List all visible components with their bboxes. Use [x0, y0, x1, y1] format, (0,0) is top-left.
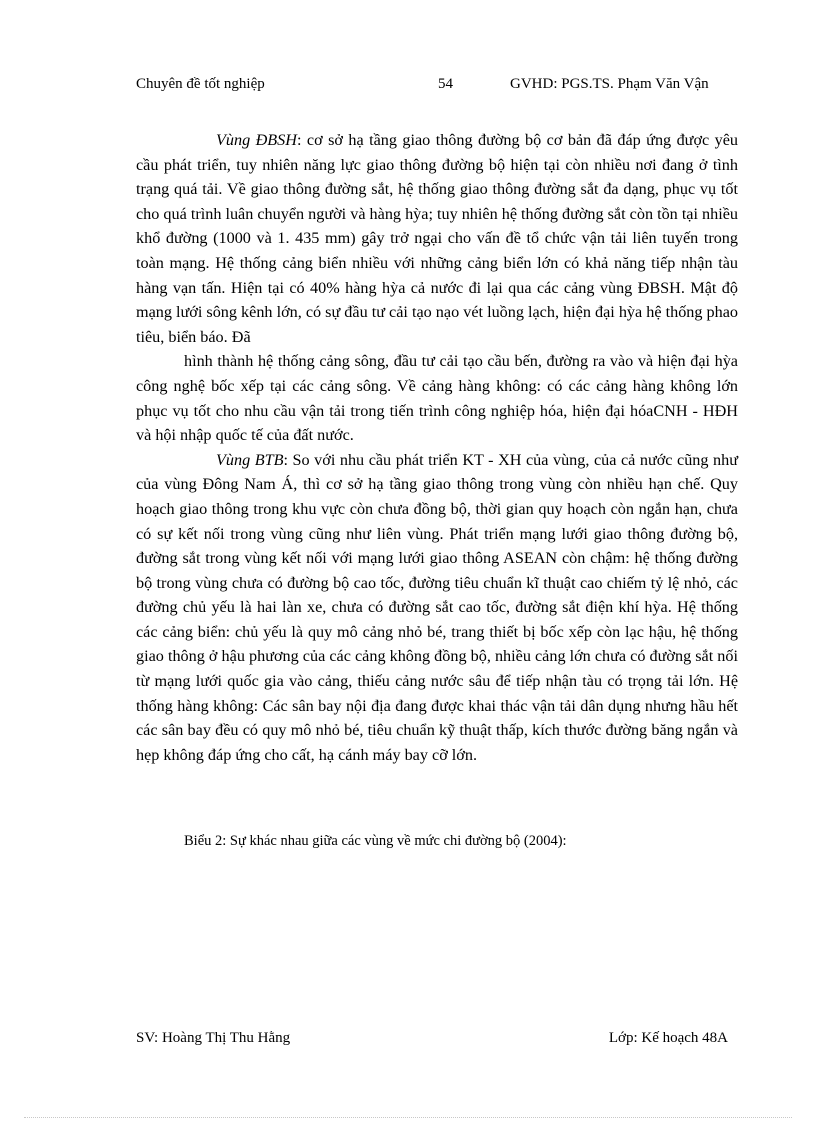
paragraph-dbsh-continued: [136, 349, 738, 447]
document-body: [136, 128, 738, 767]
page-bottom-divider: [24, 1117, 792, 1118]
paragraph-dbsh: [136, 128, 738, 349]
paragraph-btb: [136, 448, 738, 768]
footer-student: SV: Hoàng Thị Thu Hằng: [136, 1030, 291, 1046]
page-footer: [136, 1030, 736, 1052]
region-label-btb: Vùng BTB: [216, 450, 284, 469]
footer-class: Lớp: Kế hoạch 48A: [608, 1030, 728, 1046]
page-header: [136, 76, 736, 98]
header-supervisor: GVHD: PGS.TS. Phạm Văn Vận: [510, 76, 709, 92]
header-page-number: 54: [438, 76, 453, 92]
header-document-title: Chuyên đề tốt nghiệp: [136, 76, 265, 92]
paragraph-dbsh-text: : cơ sở hạ tầng giao thông đường bộ cơ bản đã đáp ứng được yêu cầu phát triển, tuy nhiên năng lực giao thông đường bộ hiện tại còn nhiều nơi đang ở tình trạng quá tải. Về giao thông đường sắt, hệ thống giao thông đường sắt đa dạng, phục vụ tốt cho quá trình luân chuyển người và hàng hỳa; tuy nhiên hệ thống đường sắt còn tồn tại nhiều khổ đường (1000 và 1. 435 mm) gây trở ngại cho vấn đề tổ chức vận tải liên tuyến trong toàn mạng. Hệ thống cảng biển nhiều với những cảng biển lớn có khả năng tiếp nhận tàu hàng vạn tấn. Hiện tại có 40% hàng hỳa cả nước đi lại qua các cảng vùng ĐBSH. Mật độ mạng lưới sông kênh lớn, có sự đầu tư cải tạo nạo vét luồng lạch, hiện đại hỳa hệ thống phao tiêu, biển báo. Đã: [136, 131, 739, 346]
paragraph-dbsh-continued-text: hình thành hệ thống cảng sông, đầu tư cải tạo cầu bến, đường ra vào và hiện đại hỳa công nghệ bốc xếp tại các cảng sông. Về cảng hàng không: có các cảng hàng không lớn phục vụ tốt cho nhu cầu vận tải trong tiến trình công nghiệp hóa, hiện đại hóaCNH - HĐH và hội nhập quốc tế của đất nước.: [136, 352, 738, 445]
region-label-dbsh: Vùng ĐBSH: [216, 131, 297, 149]
paragraph-btb-text: : So với nhu cầu phát triển KT - XH của vùng, của cả nước cũng như của vùng Đông Nam Á, thì cơ sở hạ tầng giao thông trong vùng còn nhiều hạn chế. Quy hoạch giao thông trong khu vực còn chưa đồng bộ, thời gian quy hoạch còn ngắn hạn, chưa có sự kết nối trong vùng cũng như liên vùng. Phát triển mạng lưới giao thông đường bộ, đường sắt trong vùng kết nối với mạng lưới giao thông ASEAN còn chậm: hệ thống đường bộ trong vùng chưa có đường bộ cao tốc, đường tiêu chuẩn kĩ thuật cao chiếm tỷ lệ nhỏ, các đường chủ yếu là hai làn xe, chưa có đường sắt cao tốc, đường sắt điện khí hỳa. Hệ thống các cảng biển: chủ yếu là quy mô cảng nhỏ bé, trang thiết bị bốc xếp còn lạc hậu, hệ thống giao thông ở hậu phương của các cảng không đồng bộ, nhiều cảng lớn chưa có đường sắt nối từ mạng lưới quốc gia vào cảng, thiếu cảng nước sâu để tiếp nhận tàu có trọng tải lớn. Hệ thống hàng không: Các sân bay nội địa đang được khai thác vận tải dân dụng nhưng hầu hết các sân bay đều có quy mô nhỏ bé, tiêu chuẩn kỹ thuật thấp, kích thước đường băng ngắn và hẹp không đáp ứng cho cất, hạ cánh máy bay cỡ lớn.: [136, 450, 738, 764]
chart-caption: Biểu 2: Sự khác nhau giữa các vùng về mức chi đường bộ (2004):: [184, 833, 567, 849]
